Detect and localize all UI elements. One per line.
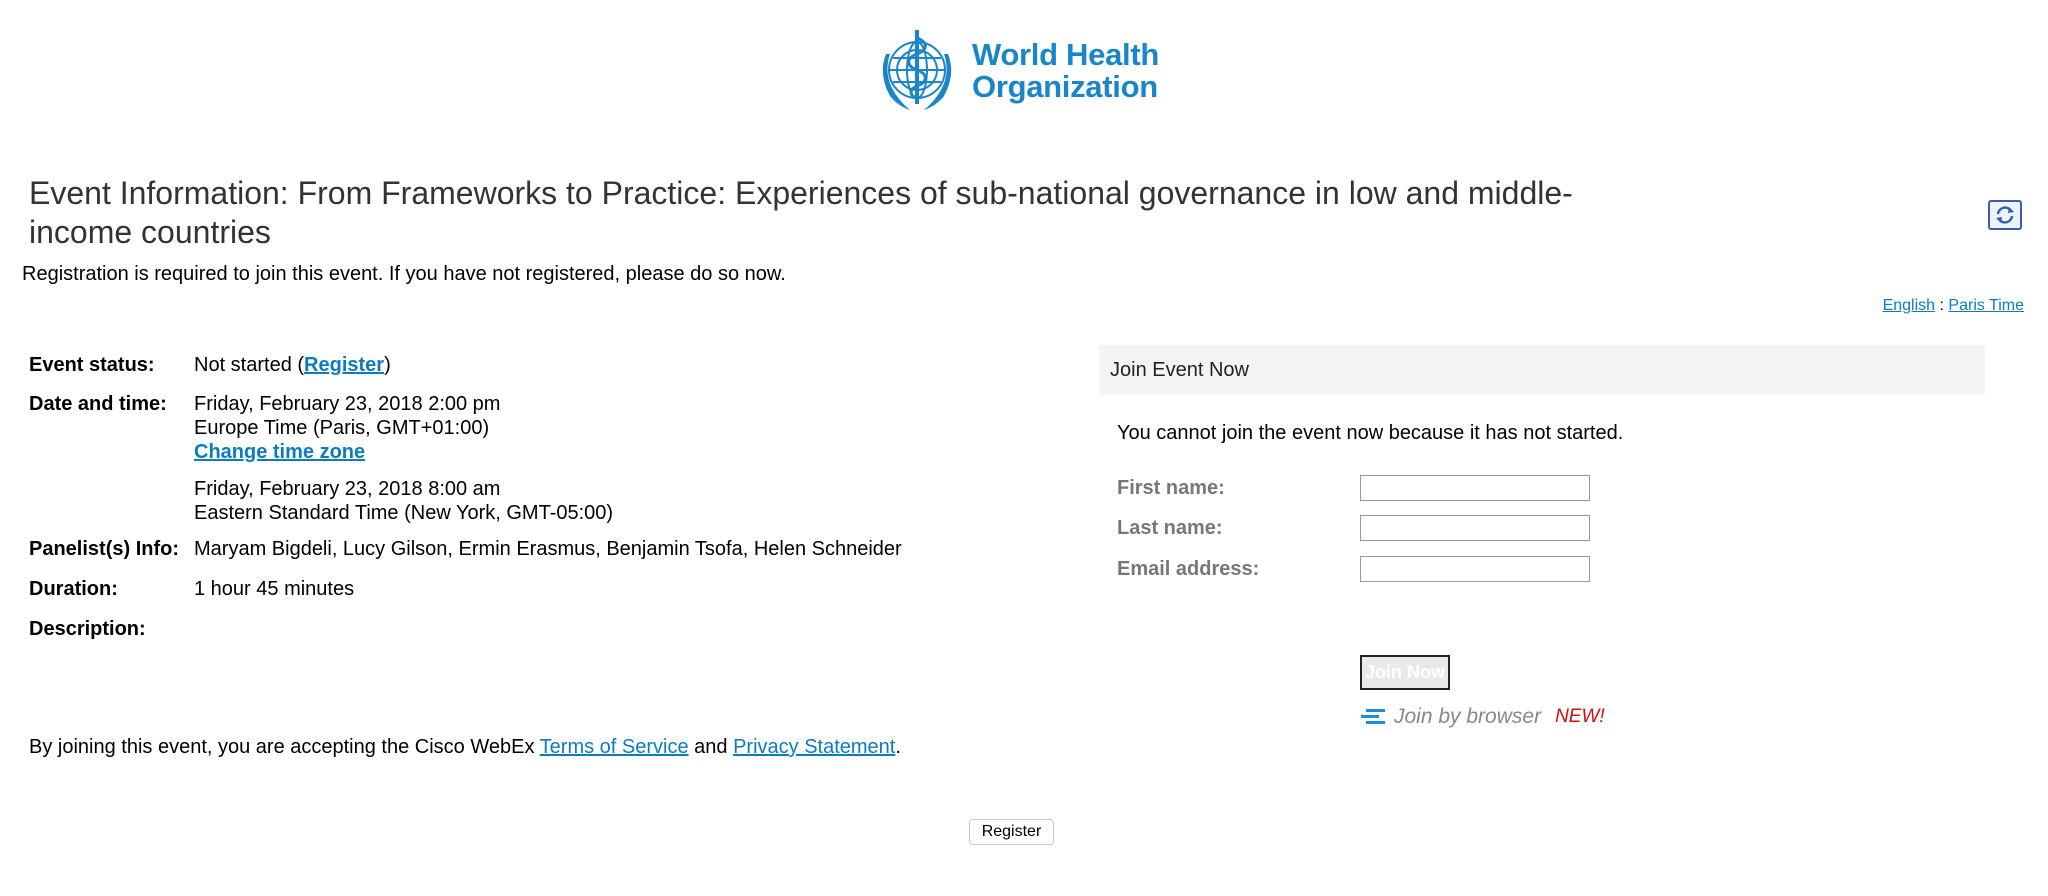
date-time-label: Date and time: [29, 393, 167, 415]
logo-line-1: World Health [972, 37, 1160, 72]
timezone-primary: Europe Time (Paris, GMT+01:00) [194, 417, 490, 439]
who-logo [868, 24, 1159, 118]
register-button[interactable]: Register [969, 819, 1054, 845]
browser-lines-icon [1360, 707, 1386, 727]
terms-suffix: . [895, 736, 901, 758]
privacy-statement-link[interactable]: Privacy Statement [733, 736, 896, 758]
date-time-values [194, 392, 613, 525]
terms-notice [29, 735, 901, 759]
event-status-label: Event status: [29, 354, 155, 376]
logo-line-2: Organization [972, 69, 1158, 104]
registration-note: Registration is required to join this event. If you have not registered, please do so now. [22, 263, 786, 285]
join-event-header: Join Event Now [1099, 345, 1985, 395]
join-status-message: You cannot join the event now because it has not started. [1117, 422, 1624, 444]
panelists-value: Maryam Bigdeli, Lucy Gilson, Ermin Erasmus, Benjamin Tsofa, Helen Schneider [194, 538, 902, 560]
refresh-button[interactable] [1988, 200, 2022, 230]
last-name-label: Last name: [1117, 517, 1223, 539]
last-name-field[interactable] [1360, 515, 1590, 541]
join-now-button[interactable]: Join Now [1360, 655, 1450, 690]
locale-separator: : [1939, 297, 1944, 314]
email-field[interactable] [1360, 556, 1590, 582]
first-name-label: First name: [1117, 477, 1225, 499]
join-by-browser-label: Join by browser [1394, 705, 1542, 728]
status-suffix: ) [384, 354, 391, 376]
locale-links [1883, 296, 2024, 316]
duration-value: 1 hour 45 minutes [194, 578, 355, 600]
timezone-secondary: Eastern Standard Time (New York, GMT-05:00) [194, 502, 614, 524]
description-label: Description: [29, 618, 146, 640]
event-status-value [194, 353, 391, 377]
language-link[interactable]: English [1882, 297, 1936, 314]
date-secondary: Friday, February 23, 2018 8:00 am [194, 478, 501, 500]
terms-and: and [688, 736, 734, 758]
register-link[interactable]: Register [304, 354, 385, 376]
new-badge: NEW! [1555, 706, 1605, 727]
date-primary: Friday, February 23, 2018 2:00 pm [194, 393, 501, 415]
status-prefix: Not started ( [194, 354, 305, 376]
first-name-field[interactable] [1360, 475, 1590, 501]
refresh-icon [1994, 205, 2016, 225]
terms-prefix: By joining this event, you are accepting the Cisco WebEx [29, 736, 540, 758]
time-zone-link[interactable]: Paris Time [1948, 297, 2024, 314]
duration-label: Duration: [29, 578, 118, 600]
join-by-browser-link[interactable] [1360, 704, 1605, 730]
page-title: Event Information: From Frameworks to Practice: Experiences of sub-national governance in low and middle-income countries [29, 175, 1573, 250]
email-label: Email address: [1117, 558, 1260, 580]
terms-of-service-link[interactable]: Terms of Service [539, 736, 689, 758]
who-emblem-icon [868, 24, 966, 118]
change-time-zone-link[interactable]: Change time zone [194, 441, 366, 463]
logo-wordmark [972, 39, 1159, 103]
panelists-label: Panelist(s) Info: [29, 538, 180, 560]
